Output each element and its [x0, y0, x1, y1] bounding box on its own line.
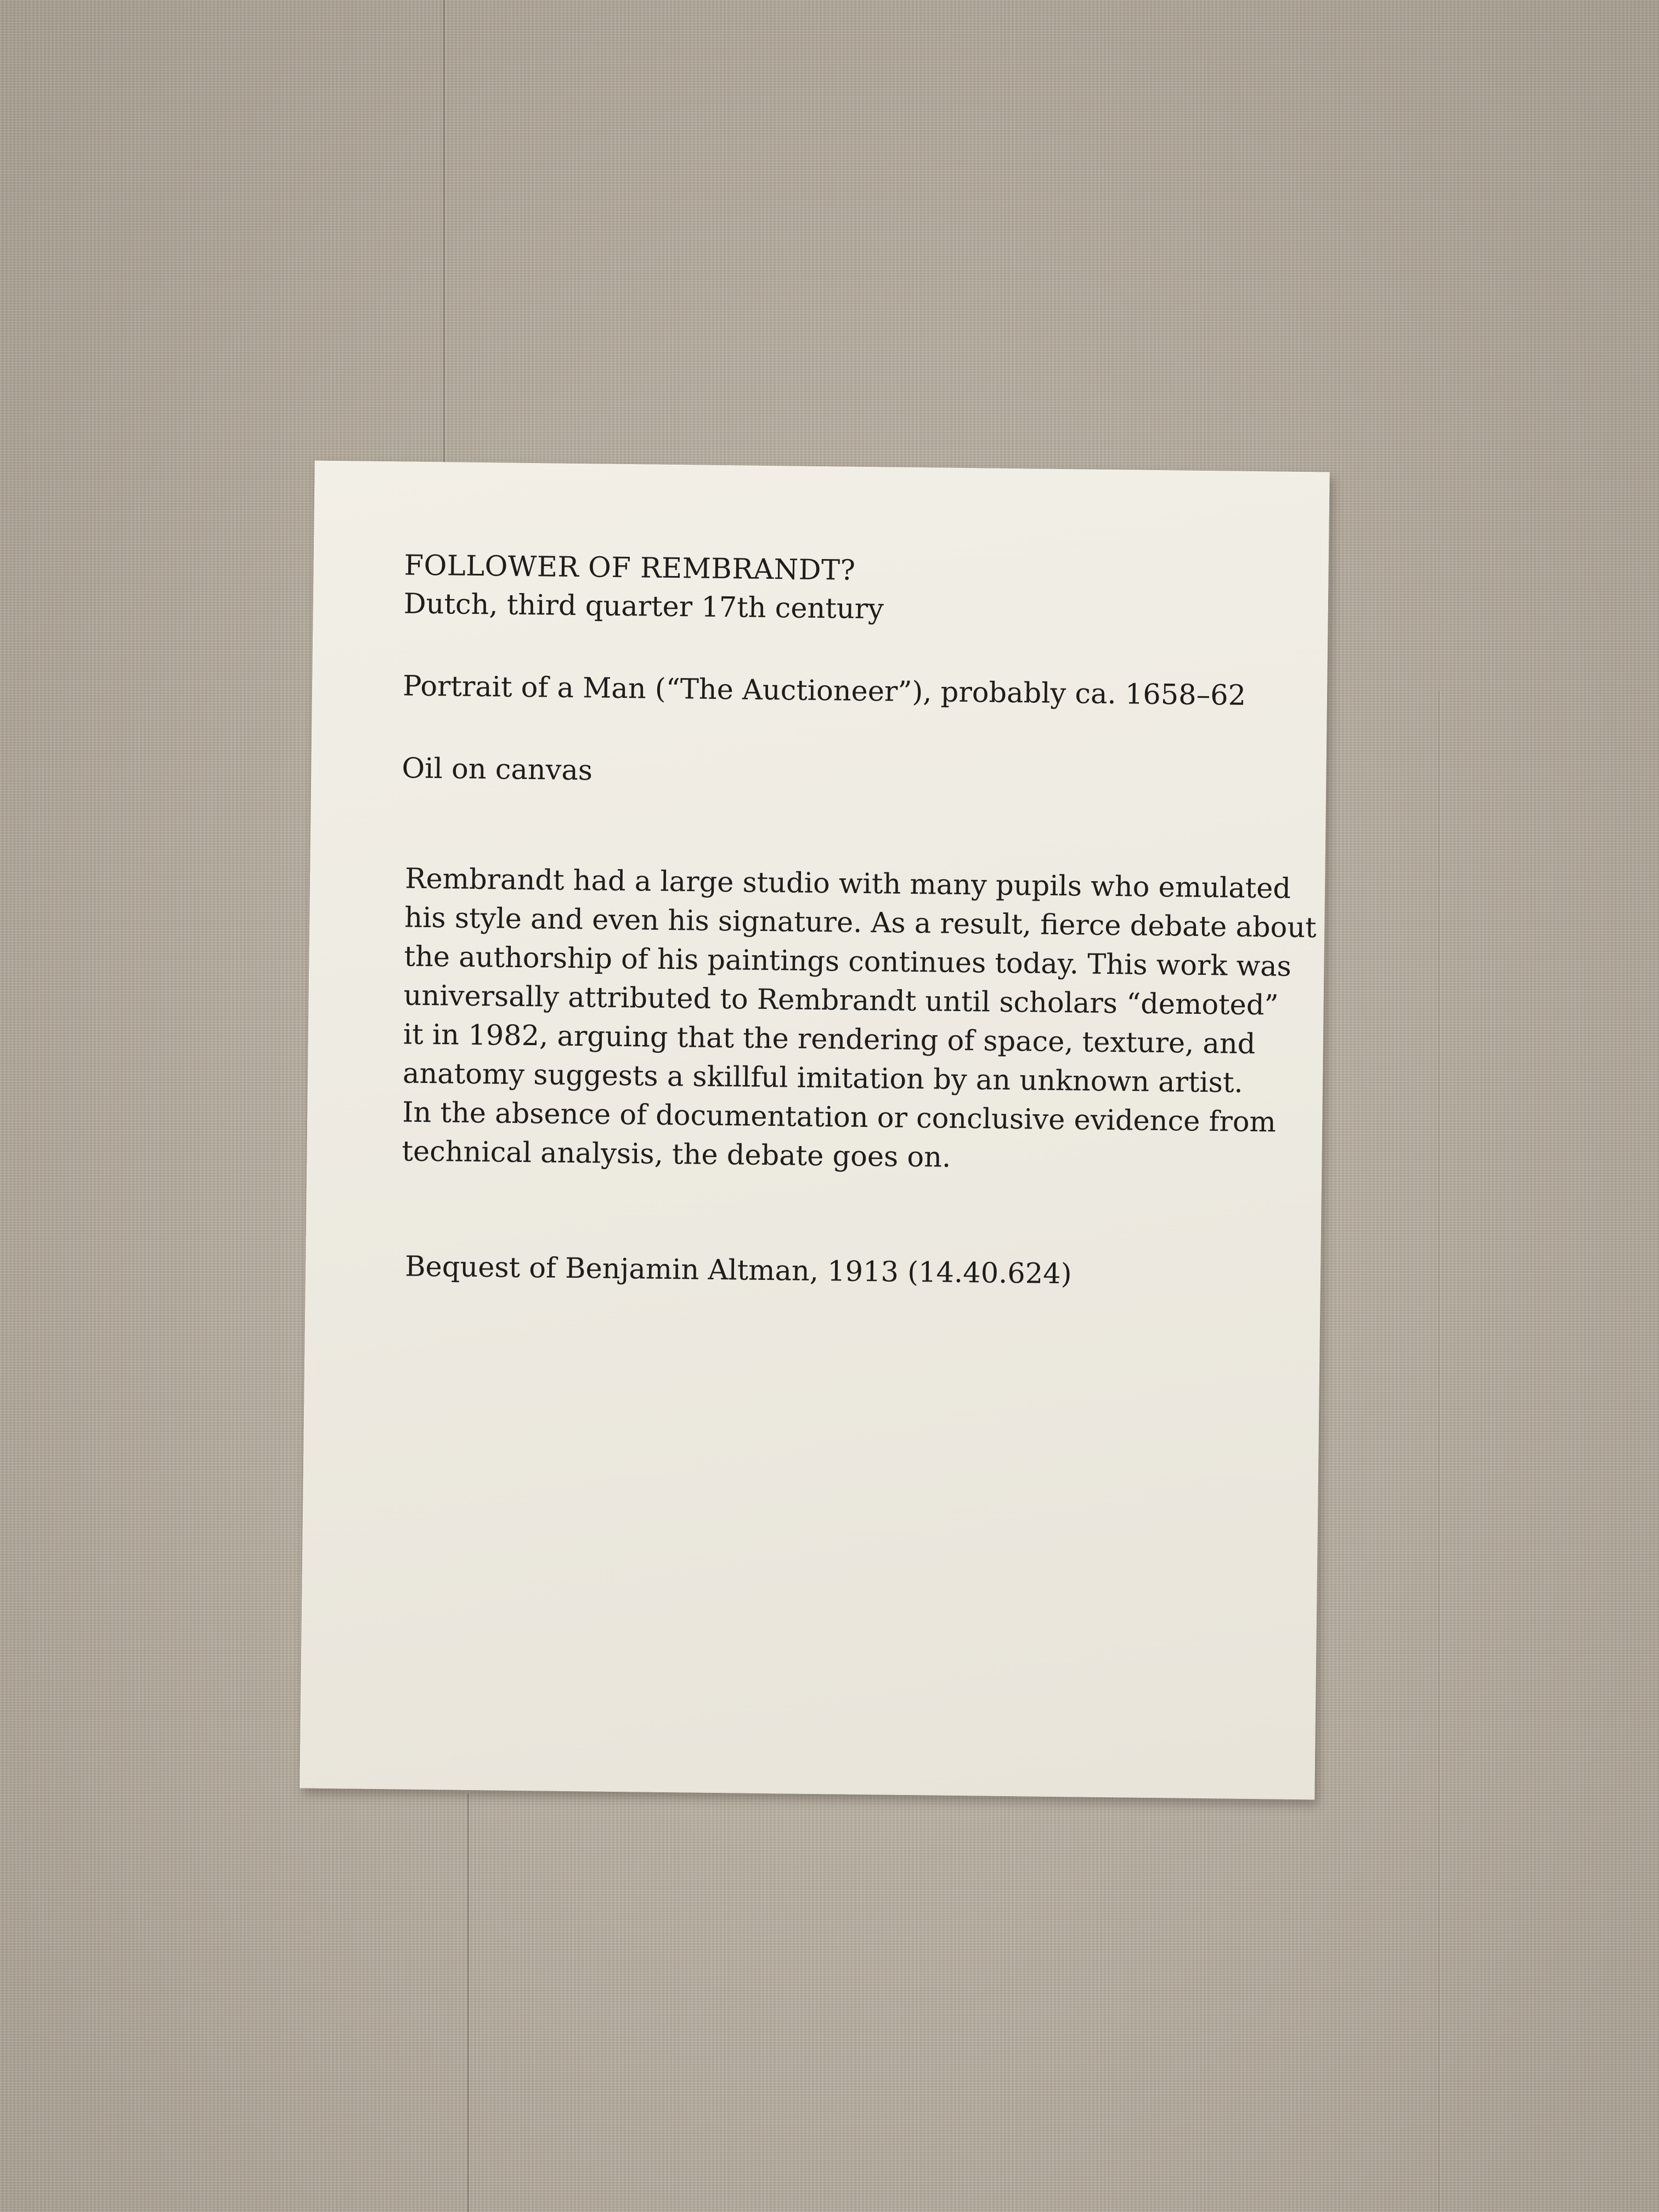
description-line: his style and even his signature. As a result, fierce debate about: [404, 901, 1317, 945]
description-line: technical analysis, the debate goes on.: [402, 1135, 951, 1174]
label-content: [396, 546, 1317, 1296]
museum-wall-label: [300, 461, 1329, 1800]
nationality-date: Dutch, third quarter 17th century: [403, 588, 884, 626]
artwork-title: Portrait of a Man (“The Auctioneer”), probably ca. 1658–62: [402, 670, 1246, 712]
wall-seam-top: [443, 0, 445, 472]
description-line: Rembrandt had a large studio with many pupils who emulated: [404, 862, 1291, 905]
description-line: anatomy suggests a skillful imitation by an unknown artist.: [402, 1057, 1243, 1099]
wall-seam-bottom: [467, 1794, 469, 2212]
label-description: [402, 860, 1317, 1181]
description-line: universally attributed to Rembrandt until scholars “demoted”: [403, 979, 1279, 1022]
description-line: In the absence of documentation or conclusive evidence from: [402, 1096, 1277, 1139]
description-line: it in 1982, arguing that the rendering of space, texture, and: [403, 1018, 1256, 1061]
credit-line: Bequest of Benjamin Altman, 1913 (14.40.624): [404, 1250, 1072, 1291]
artwork-medium: Oil on canvas: [402, 752, 593, 787]
artist-attribution: FOLLOWER OF REMBRANDT?: [404, 549, 856, 587]
description-line: the authorship of his paintings continues today. This work was: [404, 940, 1292, 983]
wall-seam-right: [1438, 691, 1440, 2212]
